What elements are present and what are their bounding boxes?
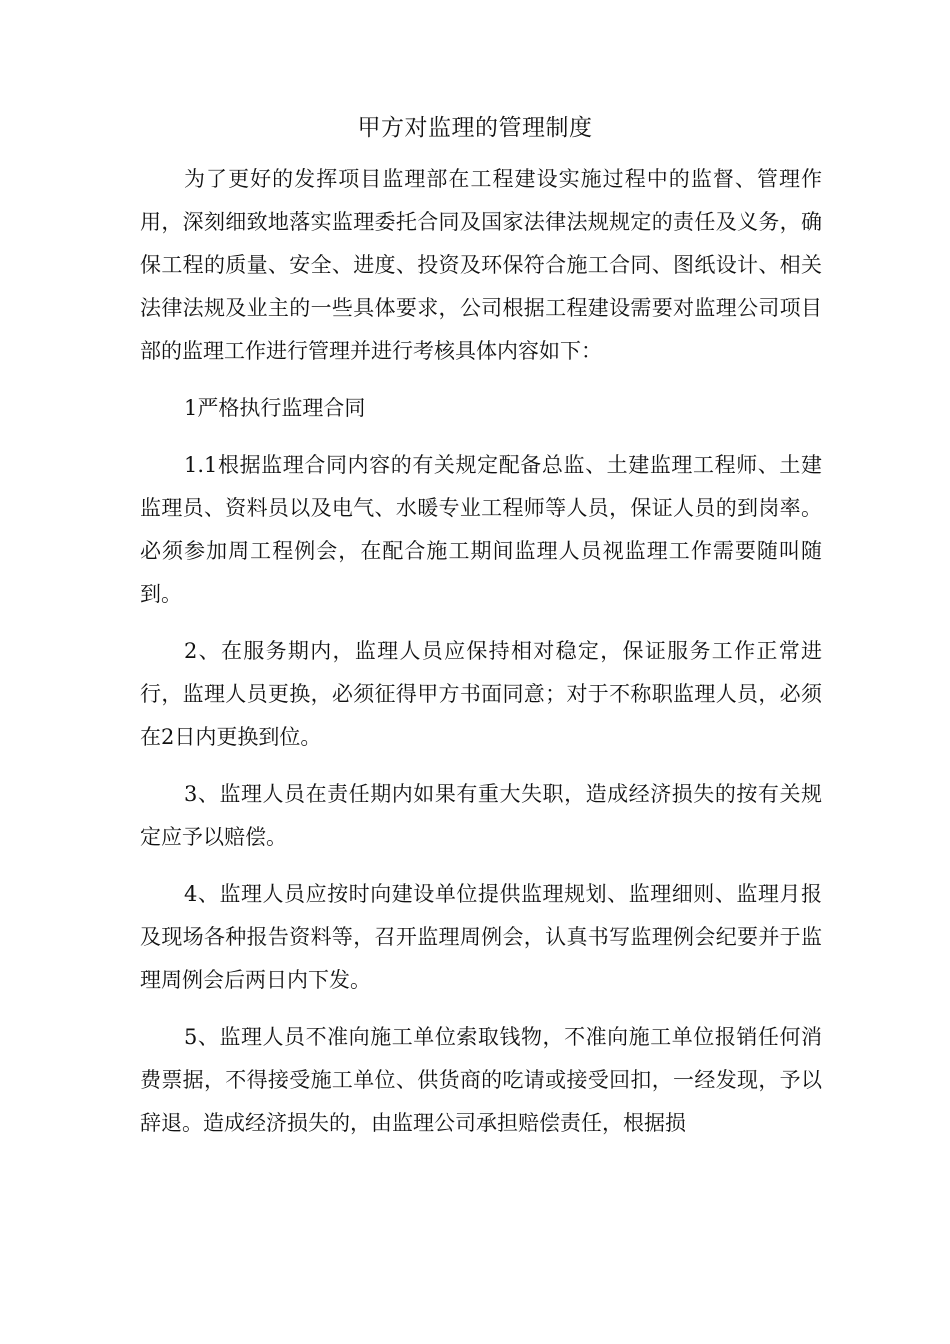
clause-4: 4、监理人员应按时向建设单位提供监理规划、监理细则、监理月报及现场各种报告资料等，召开监理周例会，认真书写监理例会纪要并于监理周例会后两日内下发。: [140, 882, 822, 992]
document-body: [140, 158, 822, 1159]
section-heading-1: 1严格执行监理合同: [184, 396, 366, 420]
clause-1-1: 1.1根据监理合同内容的有关规定配备总监、土建监理工程师、土建监理员、资料员以及电气、水暖专业工程师等人员，保证人员的到岗率。必须参加周工程例会，在配合施工期间监理人员视监理工作需要随叫随到。: [140, 453, 822, 606]
intro-paragraph: 为了更好的发挥项目监理部在工程建设实施过程中的监督、管理作用，深刻细致地落实监理委托合同及国家法律法规规定的责任及义务，确保工程的质量、安全、进度、投资及环保符合施工合同、图纸设计、相关法律法规及业主的一些具体要求，公司根据工程建设需要对监理公司项目部的监理工作进行管理并进行考核具体内容如下：: [140, 167, 822, 363]
clause-2: 2、在服务期内，监理人员应保持相对稳定，保证服务工作正常进行，监理人员更换，必须征得甲方书面同意；对于不称职监理人员，必须在2日内更换到位。: [140, 639, 822, 749]
document-title: 甲方对监理的管理制度: [357, 115, 593, 141]
clause-5: 5、监理人员不准向施工单位索取钱物，不准向施工单位报销任何消费票据，不得接受施工单位、供货商的吃请或接受回扣，一经发现，予以辞退。造成经济损失的，由监理公司承担赔偿责任，根据损: [140, 1025, 822, 1135]
clause-3: 3、监理人员在责任期内如果有重大失职，造成经济损失的按有关规定应予以赔偿。: [140, 782, 822, 849]
